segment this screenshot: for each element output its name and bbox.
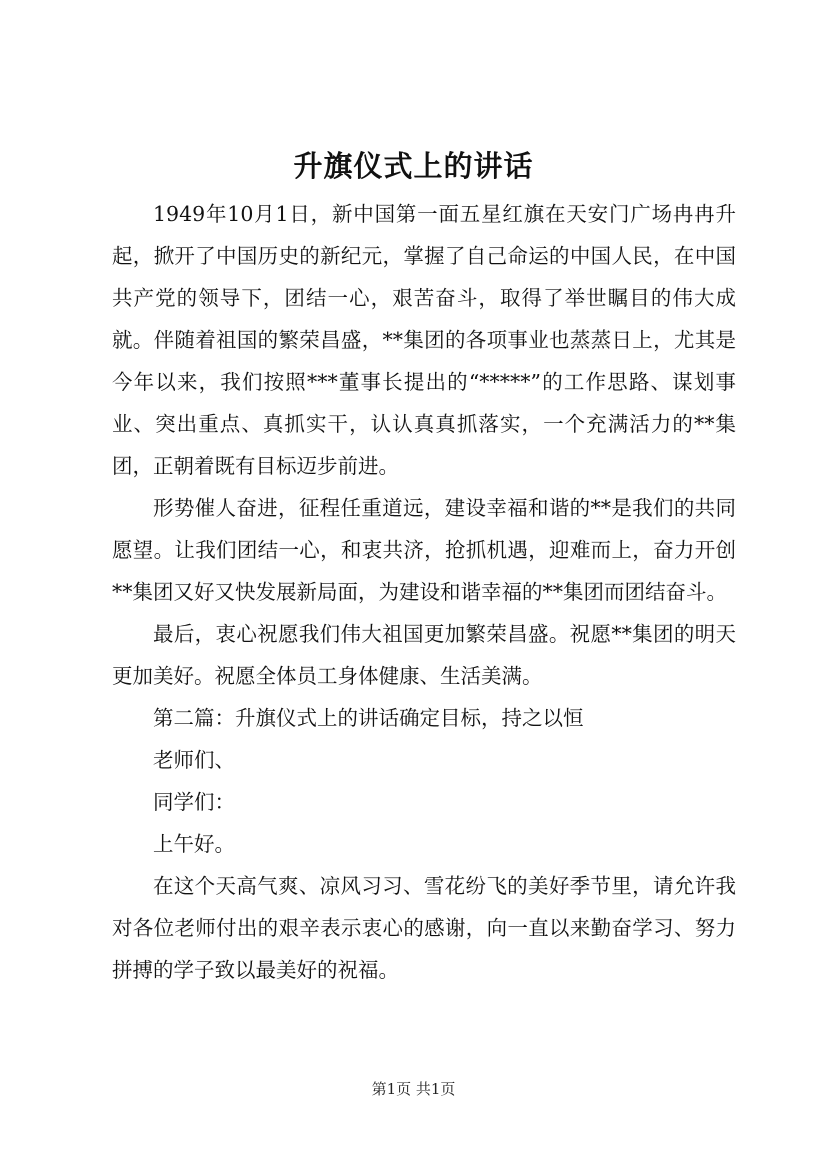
salutation-teachers: 老师们、 (153, 748, 235, 772)
paragraph-best-wishes: 最后，衷心祝愿我们伟大祖国更加繁荣昌盛。祝愿**集团的明天更加美好。祝愿全体员工身体健康、生活美满。 (112, 622, 736, 688)
salutation-students: 同学们： (153, 790, 235, 814)
section2-heading: 第二篇：升旗仪式上的讲话确定目标，持之以恒 (153, 706, 584, 730)
document-title: 升旗仪式上的讲话 (293, 149, 534, 183)
paragraph-season-thanks: 在这个天高气爽、凉风习习、雪花纷飞的美好季节里，请允许我对各位老师付出的艰辛表示衷心的感谢，向一直以来勤奋学习、努力拼搏的学子致以最美好的祝福。 (112, 874, 736, 982)
paragraph-founding: 1949年10月1日，新中国第一面五星红旗在天安门广场冉冉升起，掀开了中国历史的新纪元，掌握了自己命运的中国人民，在中国共产党的领导下，团结一心，艰苦奋斗，取得了举世瞩目的伟大成就。伴随着祖国的繁荣昌盛，**集团的各项事业也蒸蒸日上，尤其是今年以来，我们按照***董事长提出的“*****”的工作思路、谋划事业、突出重点、真抓实干，认认真真抓落实，一个充满活力的**集团，正朝着既有目标迈步前进。 (112, 202, 736, 478)
document-body (112, 193, 736, 991)
page-number-footer: 第1页 共1页 (371, 1080, 456, 1098)
greeting: 上午好。 (153, 832, 235, 856)
paragraph-common-vision: 形势催人奋进，征程任重道远，建设幸福和谐的**是我们的共同愿望。让我们团结一心，和衷共济，抢抓机遇，迎难而上，奋力开创**集团又好又快发展新局面，为建设和谐幸福的**集团而团结奋斗。 (112, 496, 736, 604)
